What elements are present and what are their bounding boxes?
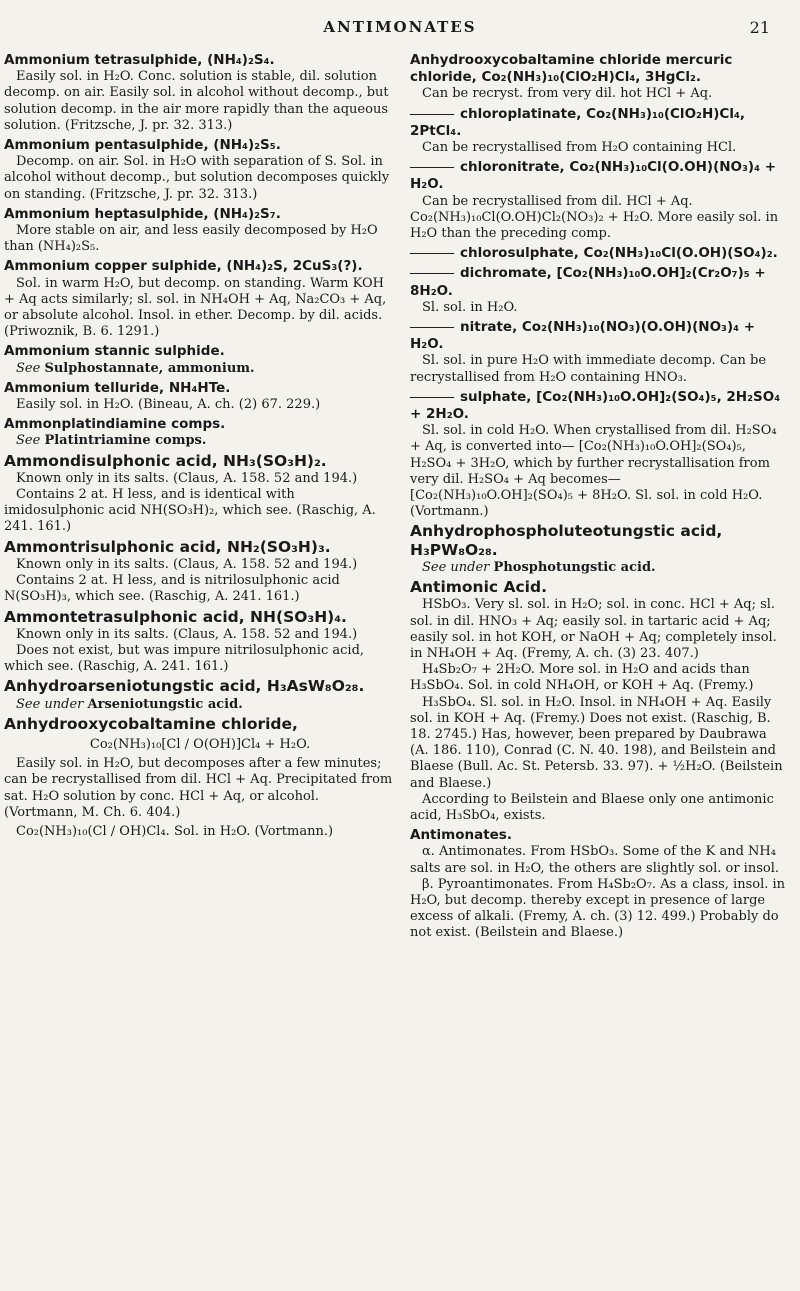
- see-target: Platintriamine comps.: [44, 433, 207, 449]
- entry-text: Known only in its salts. (Claus, A. 158. 52 and 194.): [16, 556, 358, 572]
- entry-text: Contains 2 at. H less, and is nitrilosulphonic acid N(SO₃H)₃, which see. (Raschig, A. 241. 161.): [4, 573, 340, 605]
- page-number: 21: [749, 18, 770, 37]
- entry: [4, 716, 396, 840]
- see-label: See: [16, 433, 45, 449]
- entry: [4, 416, 396, 449]
- entry-title: Ammonium copper sulphide, (NH₄)₂S, 2CuS₃(?).: [4, 258, 363, 275]
- entry: [4, 137, 396, 203]
- entry-heading: [410, 827, 786, 844]
- entry-heading: [4, 343, 396, 360]
- entry-heading: [4, 716, 396, 734]
- entry-text: HSbO₃. Very sl. sol. in H₂O; sol. in conc. HCl + Aq; sl. sol. in dil. HNO₃ + Aq; easily sol. in tartaric acid + Aq; easily sol. in hot KOH, or NaOH + Aq; completely insol. in NH₄OH + Aq. (Fremy, A. ch. (3) 23. 407.): [410, 597, 777, 661]
- see-reference: [4, 433, 396, 449]
- entry-title: Anhydrophospholuteotungstic acid, H₃PW₈O₂₈.: [410, 522, 723, 559]
- entry-text: Sol. in warm H₂O, but decomp. on standing. Warm KOH + Aq acts similarly; sl. sol. in NH₄OH + Aq, Na₂CO₃ + Aq, or absolute alcohol. Insol. in ether. Decomp. by dil. acids. (Priwoznik, B. 6. 1291.): [4, 275, 387, 340]
- entry-title: Ammonium pentasulphide, (NH₄)₂S₅.: [4, 137, 281, 154]
- entry-heading: [4, 258, 396, 275]
- entry-text: α. Antimonates. From HSbO₃. Some of the K and NH₄ salts are sol. in H₂O, the others are slightly sol. or insol.: [410, 844, 779, 876]
- entry-text: Can be recrystallised from dil. HCl + Aq. Co₂(NH₃)₁₀Cl(O.OH)Cl₂(NO₃)₂ + H₂O. More easily sol. in H₂O than the preceding comp.: [410, 193, 779, 242]
- entry: [410, 265, 786, 316]
- entry-title: chloroplatinate, Co₂(NH₃)₁₀(ClO₂H)Cl₄, 2PtCl₄.: [410, 105, 745, 139]
- see-reference: [410, 560, 786, 576]
- entry-heading: [410, 319, 786, 353]
- entry-text: Known only in its salts. (Claus, A. 158. 52 and 194.): [16, 626, 358, 642]
- entry-text: H₃SbO₄. Sl. sol. in H₂O. Insol. in NH₄OH + Aq. Easily sol. in KOH + Aq. (Fremy.) Does not exist. (Raschig, B. 18. 2745.) Has, however, been prepared by Daubrawa (A. 186. 110), Conrad (C. N. 40. 198), and Beilstein and Blaese (Bull. Ac. St. Petersb. 33. 97). + ½H₂O. (Beilstein and Blaese.): [410, 694, 783, 791]
- right-column: [410, 52, 786, 1282]
- entry-title: chloronitrate, Co₂(NH₃)₁₀Cl(O.OH)(NO₃)₄ + H₂O.: [410, 159, 777, 193]
- entry-title: chlorosulphate, Co₂(NH₃)₁₀Cl(O.OH)(SO₄)₂.: [460, 245, 778, 262]
- running-head: ANTIMONATES: [323, 18, 477, 36]
- entry-title: sulphate, [Co₂(NH₃)₁₀O.OH]₂(SO₄)₅, 2H₂SO₄ + 2H₂O.: [410, 388, 781, 423]
- entry: [4, 678, 396, 712]
- see-label: See under: [422, 559, 494, 575]
- entry: [4, 258, 396, 340]
- entry-heading: [4, 206, 396, 223]
- entry-title: Antimonates.: [410, 827, 512, 844]
- dash-rule: [410, 253, 454, 254]
- entry-title: Ammonplatindiamine comps.: [4, 416, 226, 433]
- see-target: Sulphostannate, ammonium.: [44, 360, 255, 376]
- entry-title: Ammonium tetrasulphide, (NH₄)₂S₄.: [4, 52, 275, 68]
- entry: [410, 159, 786, 242]
- entry-title: Anhydroarseniotungstic acid, H₃AsW₈O₂₈.: [4, 677, 365, 696]
- see-reference: [4, 361, 396, 377]
- entry-text: Sl. sol. in cold H₂O. When crystallised from dil. H₂SO₄ + Aq, is converted into— [Co₂(NH₃)₁₀O.OH]₂(SO₄)₅, H₂SO₄ + 3H₂O, which by further recrystallisation from very dil. H₂SO₄ + Aq becomes— [Co₂(NH₃)₁₀O.OH]₂(SO₄)₅ + 8H₂O. Sl. sol. in cold H₂O. (Vortmann.): [410, 423, 777, 520]
- entry-title: Ammonium stannic sulphide.: [4, 343, 225, 360]
- entry-heading: [410, 523, 786, 559]
- entry-text: Easily sol. in H₂O. (Bineau, A. ch. (2) 67. 229.): [16, 397, 321, 413]
- entry-text: Sl. sol. in H₂O.: [422, 299, 518, 315]
- entry-text: β. Pyroantimonates. From H₄Sb₂O₇. As a class, insol. in H₂O, but decomp. thereby except in presence of large excess of alkali. (Fremy, A. ch. (3) 12. 499.) Probably do not exist. (Beilstein and Blaese.): [410, 876, 786, 941]
- entry: [410, 523, 786, 576]
- entry-text: Does not exist, but was impure nitrilosulphonic acid, which see. (Raschig, A. 241. 161.): [4, 642, 365, 675]
- entry-text: H₄Sb₂O₇ + 2H₂O. More sol. in H₂O and acids than H₃SbO₄. Sol. in cold NH₄OH, or KOH + Aq. (Fremy.): [410, 662, 754, 694]
- entry-text: Sl. sol. in pure H₂O with immediate decomp. Can be recrystallised from H₂O containing HNO₃.: [410, 353, 767, 385]
- entry-text: More stable on air, and less easily decomposed by H₂O than (NH₄)₂S₅.: [4, 223, 378, 255]
- see-reference: [4, 697, 396, 713]
- entry-title: Ammonium telluride, NH₄HTe.: [4, 379, 231, 396]
- entry-heading: [410, 389, 786, 423]
- entry: [410, 827, 786, 941]
- page-header: [0, 12, 800, 40]
- see-target: Phosphotungstic acid.: [493, 559, 656, 575]
- entry-heading: [410, 106, 786, 140]
- entry: [4, 609, 396, 676]
- entry-heading: [4, 453, 396, 471]
- see-label: See: [16, 360, 45, 376]
- entry: [4, 52, 396, 134]
- entry: [410, 245, 786, 262]
- entry: [410, 579, 786, 824]
- entry-title: Ammondisulphonic acid, NH₃(SO₃H)₂.: [4, 451, 327, 470]
- entry: [4, 206, 396, 256]
- entry-heading: [4, 539, 396, 557]
- entry-heading: [410, 579, 786, 597]
- entry-text: Can be recrystallised from H₂O containing HCl.: [422, 140, 737, 156]
- entry-heading: [4, 380, 396, 397]
- left-column: [4, 52, 396, 1282]
- dash-rule: [410, 114, 454, 115]
- dash-rule: [410, 167, 454, 168]
- entry-heading: [4, 609, 396, 627]
- entry-text: Decomp. on air. Sol. in H₂O with separation of S. Sol. in alcohol without decomp., but solution decomposes quickly on standing. (Fritzsche, J. pr. 32. 313.): [4, 154, 390, 202]
- entry-heading: [4, 137, 396, 154]
- entry-title: nitrate, Co₂(NH₃)₁₀(NO₃)(O.OH)(NO₃)₄ + H₂O.: [410, 319, 756, 353]
- entry-text: Contains 2 at. H less, and is identical with imidosulphonic acid NH(SO₃H)₂, which see. (Raschig, A. 241. 161.): [4, 487, 376, 535]
- entry-text: According to Beilstein and Blaese only one antimonic acid, H₃SbO₄, exists.: [410, 791, 774, 823]
- entry-heading: [410, 52, 786, 86]
- entry-title: Ammontetrasulphonic acid, NH(SO₃H)₄.: [4, 607, 347, 626]
- dash-rule: [410, 327, 454, 328]
- see-target: Arseniotungstic acid.: [87, 696, 243, 712]
- entry: [410, 319, 786, 386]
- entry-title: Ammonium heptasulphide, (NH₄)₂S₇.: [4, 205, 281, 222]
- entry: [4, 380, 396, 413]
- entry-text: Easily sol. in H₂O. Conc. solution is stable, dil. solution decomp. on air. Easily sol. in alcohol without decomp., but solution decomp. in the air more rapidly than the aqueous solution. (Fritzsche, J. pr. 32. 313.): [4, 69, 389, 133]
- entry: [4, 539, 396, 606]
- entry-title: dichromate, [Co₂(NH₃)₁₀O.OH]₂(Cr₂O₇)₅ + 8H₂O.: [410, 265, 766, 299]
- formula: Co₂(NH₃)₁₀(Cl / OH)Cl₄. Sol. in H₂O. (Vortmann.): [16, 823, 334, 839]
- entry: [410, 106, 786, 157]
- entry-title: Anhydrooxycobaltamine chloride mercuric chloride, Co₂(NH₃)₁₀(ClO₂H)Cl₄, 3HgCl₂.: [410, 52, 733, 86]
- formula: Co₂(NH₃)₁₀[Cl / O(OH)]Cl₄ + H₂O.: [89, 736, 311, 752]
- dash-rule: [410, 273, 454, 274]
- entry-text: Easily sol. in H₂O, but decomposes after a few minutes; can be recrystallised from dil. HCl + Aq. Precipitated from sat. H₂O solution by conc. HCl + Aq, or alcohol. (Vortmann, M. Ch. 6. 404.): [4, 756, 393, 820]
- entry-heading: [4, 52, 396, 69]
- entry: [4, 453, 396, 536]
- dash-rule: [410, 397, 454, 398]
- entry-heading: [4, 678, 396, 696]
- entry-heading: [410, 159, 786, 193]
- entry-title: Antimonic Acid.: [410, 578, 547, 597]
- see-label: See under: [16, 696, 88, 712]
- entry-heading: [410, 265, 786, 299]
- entry-text: Known only in its salts. (Claus, A. 158. 52 and 194.): [16, 470, 358, 486]
- entry-heading: [410, 245, 786, 262]
- entry-title: Ammontrisulphonic acid, NH₂(SO₃H)₃.: [4, 537, 331, 556]
- entry-title: Anhydrooxycobaltamine chloride,: [4, 714, 298, 733]
- entry: [410, 389, 786, 521]
- entry: [410, 52, 786, 103]
- entry: [4, 343, 396, 376]
- entry-heading: [4, 416, 396, 433]
- entry-text: Can be recryst. from very dil. hot HCl + Aq.: [422, 86, 713, 102]
